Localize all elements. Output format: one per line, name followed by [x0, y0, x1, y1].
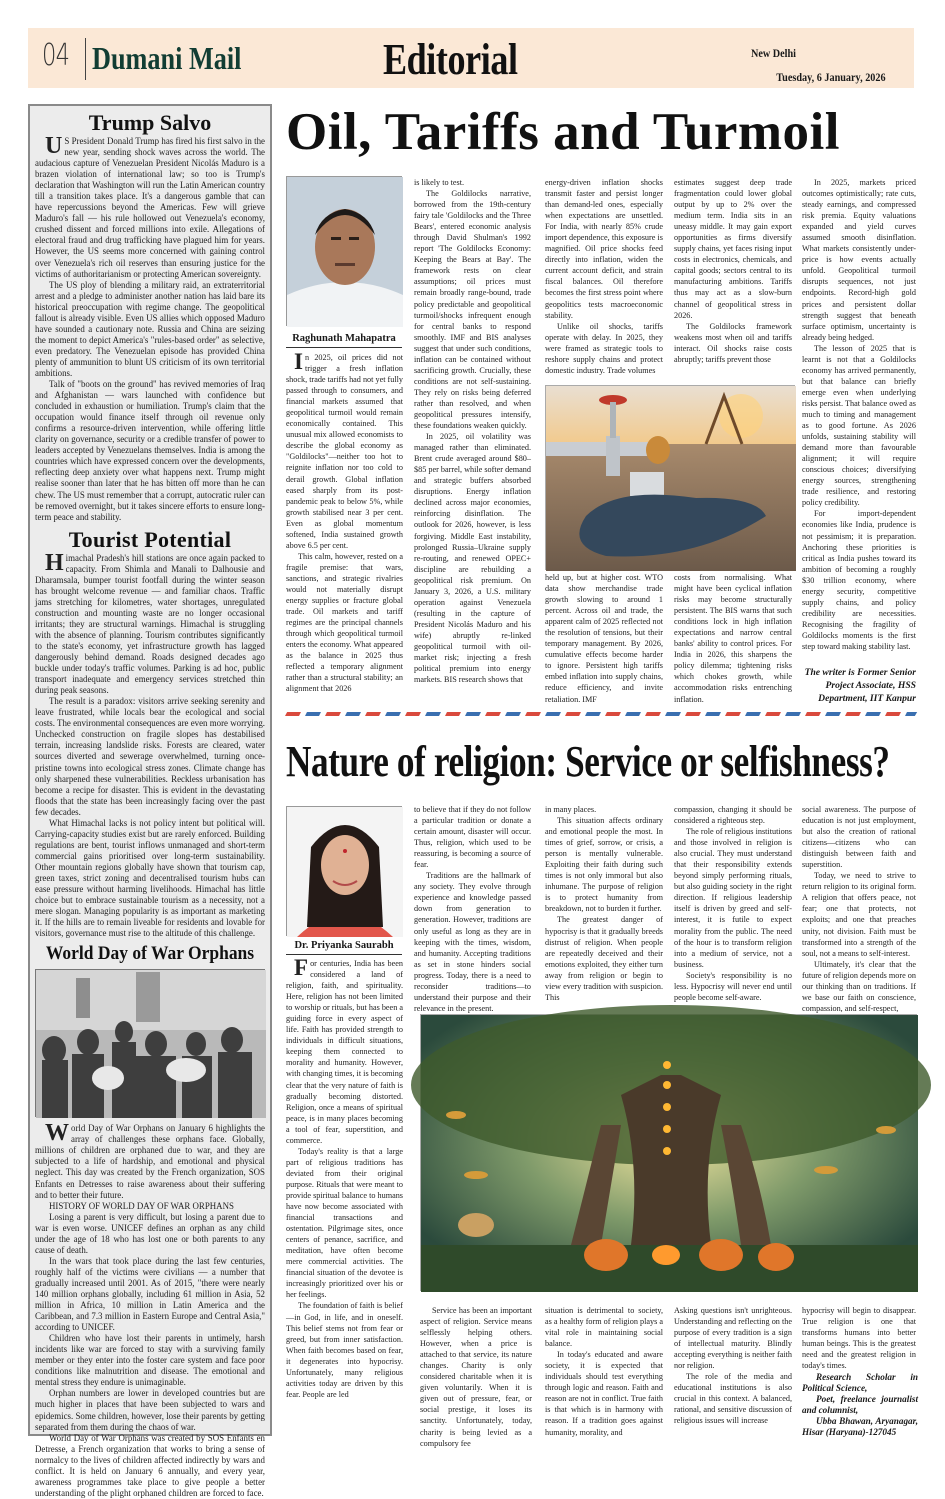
oil-pipeline-photo [545, 385, 795, 570]
paragraph: The lesson of 2025 that is learnt is not that a Goldilocks economy has arrived permanently, but that balance can briefly emerge even when underlying risks persist. That balance owed as much to timing and management as to good fortune. As 2026 unfolds, sustaining stability will demand more than favourable alignment; it will require conscious choices; diversifying energy sources, strengthening trade resilience, and restoring policy credibility. [802, 343, 916, 508]
paragraph: Traditions are the hallmark of any society. They evolve through experience and knowledge passed down from generation to generation. However, traditions are only useful as long as they are in keeping with the times, wisdom, and humanity. Accepting traditions as set in stone hinders social progress. Today, there is a need to reconsider traditions—to understand their purpose and their relevance in the present. [414, 871, 531, 1013]
religion-column-2 [414, 804, 531, 1014]
author-photo-saurabh [286, 806, 402, 936]
oil-column-4 [674, 177, 792, 365]
paragraph: For import-dependent economies like India, prudence is not pessimism; it is preparation. Anchoring these priorities is critical as India pushes toward its ambition of becoming a roughly $30 trillion economy, where energy security, competitive supply chains, and policy credibility are necessities. Recognising the fragility of Goldilocks moments is the first step toward making stability last. [802, 509, 916, 651]
religion-column-8 [674, 1305, 792, 1427]
paragraph: compassion, changing it should be considered a righteous step. [674, 805, 792, 826]
paragraph: What Himachal lacks is not policy intent but political will. Carrying-capacity studies exist but are rarely enforced. Building regulations are bent, tourist inflows unmanaged and short-term commercial gains prioritised over long-term sustainability. Other mountain regions globally have shown that tourism cap, green taxes, strict zoning and decentralised tourism hubs can ease pressure without harming livelihoods. Himachal has little choice but to embrace sustainable tourism as a necessity, not a mere slogan. Managing popularity is as important as marketing it. If the hills are to remain liveable for residents and lovable for visitors, governance must rise to the altitude of this challenge. [35, 817, 265, 939]
paragraph: Losing a parent is very difficult, but losing a parent due to war is even worse. UNICEF defines an orphan as any child under the age of 18 who has lost one or both parents to any cause of death. [35, 1211, 265, 1255]
paragraph: Himachal Pradesh's hill stations are once again packed to capacity. From Shimla and Manali to Dalhousie and Dharamsala, bumper tourist footfall during the winter season has brought welcome revenue — and familiar chaos. Traffic jams stretching for kilometres, water shortages, unregulated construction and mounting waste are no longer occasional irritants; they are structural warnings. Himachal is struggling with the absence of planning. Tourism contributes significantly to the state's economy, yet infrastructure growth has lagged dangerously behind demand. Roads designed decades ago buckle under today's traffic volumes. Parking is ad hoc, public transport inadequate and emergency services stretched thin during peak seasons. [35, 549, 265, 696]
dropcap: I [294, 349, 303, 374]
trump-salvo-heading: Trump Salvo [88, 110, 212, 135]
religion-column-6 [420, 1305, 532, 1449]
page-number: 04 [42, 38, 70, 73]
paragraph: in many places. [545, 805, 597, 814]
religion-column-3 [545, 804, 663, 1003]
paragraph: This situation affects ordinary and emotional people the most. In times of grief, sorrow, or crisis, a person is mentally vulnerable. Exploiting their faith during such times is not only immoral but also inhumane. The purpose of religion is to protect humanity from breakdown, not to burden it further. [545, 816, 663, 914]
paragraph: is likely to test. [414, 178, 465, 187]
paragraph: The US ploy of blending a military raid, an extraterritorial arrest and a pledge to administer another nation has laid bare its historical preoccupation with regime change. The geopolitical fallout is already visible. Even US allies which opposed Maduro have sounded a cautionary note. Russia and China are seizing the moment to depict America's "rules-based order" as selective, even predatory. The Venezuelan episode has provided China plenty of ammunition to blunt US criticism of its own territorial ambitions. [35, 279, 265, 378]
paragraph: held up, but at higher cost. WTO data show merchandise trade growth slowing to around 1 percent. Across oil and trade, the apparent calm of 2025 reflected not the resolution of tensions, but their temporary management. By 2026, cumulative effects become harder to ignore. Persistent high tariffs embed inflation into supply chains, reduce efficiency, and invite retaliation. IMF [545, 573, 663, 704]
banyan-tree-image [421, 1015, 918, 1292]
paragraph: Talk of "boots on the ground" has revived memories of Iraq and Afghanistan — wars launched with confidence but concluded in exhaustion or humiliation. Trump's claim that the occupation would finance itself through oil revenue only confirms a resource-driven intervention, while offering little clarity on governance, security or a credible transfer of power to leaders accepted by Venezuelans themselves. India is among the countries which have expressed concern over the developments, reflecting deep anxiety over what happens next. Trump might realise sooner than later that he has bitten off more than he can chew. The US must remember that a corrupt, autocratic ruler can be removed overnight, but it takes sincere efforts to ensure long-term peace and stability. [35, 379, 265, 522]
paragraph: social awareness. The purpose of education is not just employment, but also the creation of rational citizens—citizens who can distinguish between faith and superstition. [802, 805, 916, 870]
religion-column-1 [286, 955, 403, 1400]
religion-column-7 [545, 1305, 663, 1438]
editorial-sidebar [28, 104, 272, 1498]
paragraph: In today's educated and aware society, it is expected that individuals should test everything through logic and reason. Faith and reason are not in conflict. True faith is that which is in harmony with reason. If a tradition goes against humanity, morality, and [545, 1350, 663, 1437]
war-orphans-photo [35, 969, 265, 1117]
author-name-saurabh: Dr. Priyanka Saurabh [286, 940, 402, 955]
paragraph: In 2025, oil prices did not trigger a fresh inflation shock, trade tariffs had not yet fully passed through to consumers, and financial markets assumed that geopolitical turmoil would remain economically contained. This unusual mix allowed economists to describe the global economy as "Goldilocks"—neither too hot to reignite inflation nor too cold to derail growth. Global inflation eased sharply from its post-pandemic peak to below 5%, while growth stabilised near 3 per cent. Even as global momentum softened, India sustained growth above 6.5 per cent. [286, 349, 403, 550]
oil-column-1 [286, 349, 403, 694]
paragraph: World Day of War Orphans on January 6 highlights the array of challenges these orphans face. Globally, millions of children are orphaned due to war, and they are subjected to a life of hardship, and emotional and physical neglect. This day was created by the French organization, SOS Enfants en Detresses to raise awareness about their suffering and to better their future. [35, 1120, 265, 1200]
war-orphans-body [35, 1120, 265, 1499]
oil-column-4b [674, 572, 792, 705]
war-orphans-image [36, 970, 266, 1118]
paragraph: costs from normalising. What might have been cyclical inflation risks may become structurally persistent. The BIS warns that such conditions lock in high inflation expectations and narrow central banks' ability to control prices. For India in 2026, this sharpens the policy dilemma; tightening risks which chokes growth, while accommodation risks entrenching inflation. [674, 573, 792, 704]
paragraph: Today, we need to strive to return religion to its original form. A religion that offers peace, not fear; one that protects, not exploits; and one that preaches unity, not division. Faith must be transformed into a strength of the soul, not a means to self-interest. [802, 871, 916, 958]
paragraph: to believe that if they do not follow a particular tradition or donate a certain amount, disaster will occur. Thus, religion, which used to be reassuring, is becoming a source of fear. [414, 805, 531, 870]
oil-column-3b [545, 572, 663, 705]
paragraph: estimates suggest deep trade fragmentation could lower global output by up to 2% over the medium term. India sits in an uneasy middle. It may gain export opportunities as firms diversify supply chains, yet faces rising input costs in electronics, chemicals, and capital goods; sectors central to its manufacturing ambitions. Tariffs thus may act as a slow-burn channel of geopolitical stress in 2026. [674, 178, 792, 320]
paragraph: hypocrisy will begin to disappear. True religion is one that transforms humans into better human beings. This is the greatest need and the greatest religion in today's times. [802, 1306, 916, 1371]
dropcap: F [294, 955, 309, 980]
oil-column-5 [802, 177, 916, 652]
religion-column-4 [674, 804, 792, 1003]
paragraph: World Day of War Orphans was created by SOS Enfants en Detresse, a French organization that works to bring a sense of normalcy to the lives of children affected indirectly by wars and conflict. It is held on January 6 annually, and every year, awareness programmes take place to give people a better understanding of the plight orphaned children are forced to face. [35, 1432, 265, 1498]
paragraph: Service has been an important aspect of religion. Service means selflessly helping others. However, when a price is attached to that service, its nature changes. Charity is only considered charitable when it is given voluntarily. When it is given out of pressure, fear, or social prestige, it loses its sanctity. Unfortunately, today, charity is being levied as a compulsory fee [420, 1306, 532, 1448]
paragraph: In 2025, oil volatility was managed rather than eliminated. Brent crude averaged around $80–$85 per barrel, while softer demand and strategic buffers absorbed disruptions. Energy inflation declined across major economies, reinforcing disinflation. The outlook for 2026, however, is less forgiving. Middle East instability, prolonged Russia–Ukraine supply re-routing, and renewed OPEC+ discipline are rebuilding a geopolitical risk premium. On January 3, 2026, a U.S. military operation against Venezuela (resulting in the capture of President Nicolás Maduro and his wife) abruptly re-linked geopolitical turmoil with oil-market risk; injecting a fresh political premium into energy markets. BIS research shows that [414, 432, 531, 685]
paragraph: Children who have lost their parents in untimely, harsh incidents like war are forced to stay with a surviving family member or they enter into the foster care system and face poor conditions like malnutrition and disease. The emotional and mental stress they endure is unimaginable. [35, 1333, 265, 1388]
dateline-city: New Delhi [750, 46, 796, 60]
religion-author-byline: Research Scholar in Political Science, Poet, freelance journalist and columnist, Ubba Bhawan, Aryanagar, Hisar (Haryana)-127045 [802, 1372, 918, 1437]
oil-author-byline: The writer is Former Senior Project Associate, HSS Department, IIT Kanpur [804, 667, 916, 704]
paragraph: The result is a paradox: visitors arrive seeking serenity and leave frustrated, while locals bear the ecological and social costs. The environmental consequences are even more worrying. Unchecked construction on fragile slopes has destabilised terrain, increasing landslide risks. Forests are cleared, water sources diverted and sewerage overwhelmed, turning once-pristine towns into ecological stress zones. Climate change has only sharpened these vulnerabilities. Reckless urbanisation has become a recipe for disaster. This is evident in the devastating floods that the state has been increasingly facing over the past few decades. [35, 696, 265, 817]
dateline-date: Tuesday, 6 January, 2026 [776, 70, 886, 84]
dropcap: H [45, 549, 64, 576]
paragraph: For centuries, India has been considered a land of religion, faith, and spirituality. Here, religion has not been limited to worship or rituals, but has been a guiding force in every aspect of life. Faith has provided strength to individuals in difficult situations, keeping them connected to morality and humanity. However, with changing times, it is becoming clear that the very nature of faith is gradually becoming distorted. Religion, once a means of spiritual peace, is in many places becoming a tool of fear, superstition, and commerce. [286, 955, 403, 1145]
paragraph: The role of religious institutions and those involved in religion is also crucial. They must understand that their responsibility extends beyond simply performing rituals, but also guiding society in the right direction. If religious leadership itself is driven by greed and self-interest, it is futile to expect morality from the public. The need of the hour is to transform religion into a medium of service, not a business. [674, 827, 792, 969]
paragraph: Asking questions isn't unrighteous. Understanding and reflecting on the purpose of every tradition is a sign of intellectual maturity. Blindly accepting everything is neither faith nor religion. [674, 1306, 792, 1371]
author-portrait [287, 807, 403, 937]
tourist-potential-body [35, 549, 265, 940]
oil-pipeline-image [546, 386, 796, 571]
religion-article-headline: Nature of religion: Service or selfishness? [286, 737, 890, 786]
author-photo-mahapatra [286, 176, 402, 326]
religion-column-9 [802, 1305, 916, 1371]
paragraph: The foundation of faith is belief—in God, in life, and in oneself. This belief stems not from fear or greed, but from inner satisfaction. When faith becomes based on fear, it degenerates into hypocrisy. Unfortunately, many religious activities today are driven by this fear. People are led [286, 1301, 403, 1399]
paragraph: Ultimately, it's clear that the future of religion depends more on our thinking than on traditions. If we base our faith on conscience, compassion, and self-respect, [802, 959, 916, 1013]
paragraph: This calm, however, rested on a fragile premise: that wars, sanctions, and strategic rivalries would not materially disrupt energy supplies or fracture global trade. Oil markets and tariff regimes are the principal channels through which geopolitical turmoil enters the economy. What appeared as the balance in 2025 thus reflected a temporary alignment rather than a structural stability; an alignment that 2026 [286, 551, 403, 694]
subheading: HISTORY OF WORLD DAY OF WAR ORPHANS [49, 1200, 234, 1211]
masthead-divider [85, 38, 86, 80]
paragraph: Unlike oil shocks, tariffs operate with delay. In 2025, they were framed as strategic tools to reshore supply chains and protect domestic industry. Trade volumes [545, 321, 663, 375]
paragraph: Orphan numbers are lower in developed countries but are much higher in places that have been subjected to wars and epidemics. Some children, however, lose their parents by getting separated from them during the chaos of war. [35, 1388, 265, 1432]
paragraph: situation is detrimental to society, as a healthy form of religion plays a vital role in maintaining social balance. [545, 1306, 663, 1349]
airmail-divider [285, 712, 917, 716]
newspaper-name: Dumani Mail [92, 40, 242, 76]
author-portrait [287, 177, 403, 327]
war-orphans-heading: World Day of War Orphans [45, 943, 255, 965]
banyan-tree-ritual-photo [420, 1014, 917, 1291]
section-title: Editorial [383, 35, 518, 84]
tourist-potential-heading: Tourist Potential [68, 526, 232, 552]
paragraph: Today's reality is that a large part of religious traditions has deviated from their original purpose. Rituals that were meant to provide spiritual balance to humans have now become associated with financial transactions and ostentation. Pilgrimage sites, once centers of penance, sacrifice, and meditation, have often become mere commercial activities. The financial situation of the devotee is increasingly prioritized over his or her feelings. [286, 1146, 403, 1300]
paragraph: The Goldilocks narrative, borrowed from the 19th-century fairy tale 'Goldilocks and the Three Bears', entered economic analysis through David Shulman's 1992 report 'The Goldilocks Economy: Keeping the Bears at Bay'. The framework rests on clear assumptions; oil prices must remain broadly range-bound, trade policy predictable and geopolitical turmoil/shocks infrequent enough for central banks to respond smoothly. IMF and BIS analyses suggest that under such conditions, inflation can be contained without sacrificing growth. Crucially, these conditions are not self-sustaining. They rely on risks being deferred rather than resolved, and when geopolitical pressures intensify, these foundations weaken quickly. [414, 189, 531, 431]
paragraph: The role of the media and educational institutions is also crucial in this context. A balanced, rational, and sensitive discussion of religious issues will increase [674, 1372, 792, 1426]
oil-column-3 [545, 177, 663, 376]
oil-column-2 [414, 177, 531, 685]
paragraph: Society's responsibility is no less. Hypocrisy will never end until people become self-aware. [674, 970, 792, 1002]
oil-article-headline: Oil, Tariffs and Turmoil [286, 103, 840, 161]
paragraph: In 2025, markets priced outcomes optimistically; rate cuts, steady earnings, and compressed risk premia. Equity valuations expanded and yield curves assumed smooth disinflation. What markets consistently under-price is how events actually unfold. Geopolitical turmoil disrupts sequences, not just endpoints. Record-high gold prices and persistent dollar strength suggest that beneath surface optimism, uncertainty is already being hedged. [802, 178, 916, 342]
paragraph: energy-driven inflation shocks transmit faster and persist longer than demand-led ones, especially when expectations are unsettled. For India, with nearly 85% crude import dependence, this exposure is magnified. Oil price shocks feed directly into inflation, widen the current account deficit, and strain fiscal balances. Oil therefore becomes the first stress point where geopolitics tests macroeconomic stability. [545, 178, 663, 320]
paragraph: U S President Donald Trump has fired his first salvo in the new year, sending shock waves across the world. The audacious capture of Venezuelan President Nicolás Maduro is a brazen violation of international law; so too is Trump's declaration that Washington will run the Latin American country till a transition takes place. It's a dangerous gamble that can have repercussions beyond the Americas. Few will grieve Maduro's fall — his rule hollowed out Venezuela's economy, crushed dissent and forced millions into exile. Allegations of electoral fraud and drug trafficking have plagued him for years. However, the US seems more concerned with gaining control over Venezuela's rich oil reserves than ensuring justice for the victims of authoritarianism or protecting American sovereignty. [35, 133, 265, 279]
religion-column-5 [802, 804, 916, 1014]
paragraph: In the wars that took place during the last few centuries, roughly half of the victims were civilians — a number that gradually increased until 2001. As of 2015, "there were nearly 140 million orphans globally, including 61 million in Asia, 52 million in Africa, 10 million in Latin America and the Caribbean, and 7.3 million in Eastern Europe and Central Asia," according to UNICEF. [35, 1255, 265, 1333]
paragraph: The greatest danger of hypocrisy is that it gradually breeds distrust of religion. When people are repeatedly deceived and their emotions exploited, they either turn away from religion or begin to view every tradition with suspicion. This [545, 915, 663, 1002]
trump-salvo-body [35, 133, 265, 523]
paragraph: The Goldilocks framework weakens most when oil and tariffs interact. Oil shocks raise costs abruptly; tariffs prevent those [674, 321, 792, 364]
dropcap: W [45, 1120, 69, 1147]
masthead [28, 28, 914, 88]
author-name-mahapatra: Raghunath Mahapatra [286, 333, 402, 348]
dropcap: U [45, 133, 63, 159]
